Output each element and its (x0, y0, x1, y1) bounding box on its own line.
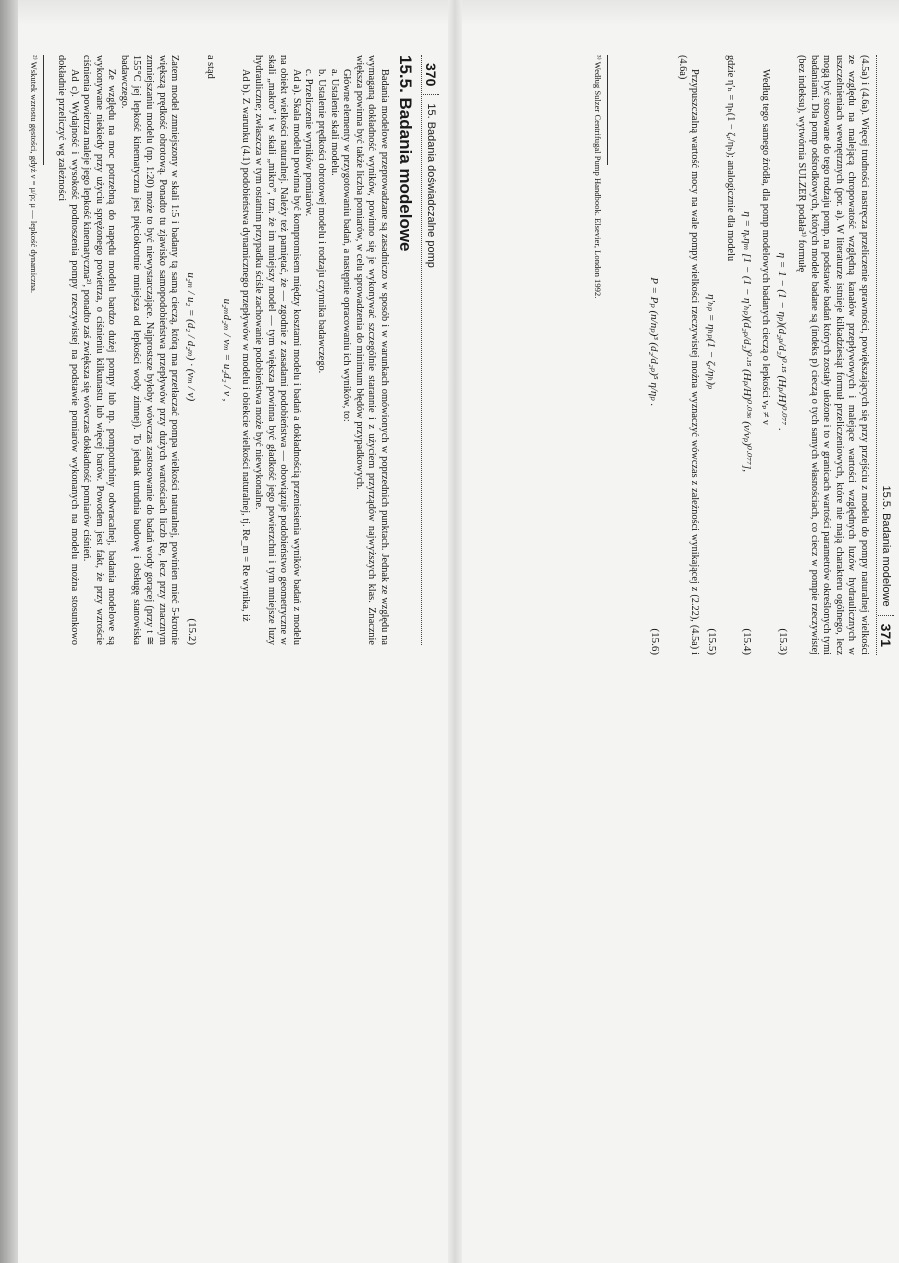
paragraph: Zatem model zmniejszony w skali 1:5 i badany tą samą cieczą, którą ma przetłaczać pompa wielkości naturalnej, powinien mieć 5-krotnie większą prędkość obrotową. Ponadto tu zjawisko samopodobieństwa przepływów przy dużych wartościach liczb Re, lecz przy znacznym zmniejszaniu modelu (np. 1:20) może to być niewystarczające. Najprostsze byłoby wówczas zastosowanie do badań wody gorącej (przy t ≅ 155°C jej lepkość kinematyczna jest pięciokrotnie mniejsza od lepkości wody zimnej). To jednak utrudnia budowę i obsługę stanowiska badawczego. (118, 55, 181, 645)
paragraph: (4.5a) i (4.6a). Więcej trudności nastręcza przeliczenie sprawności, powiększających się przy przejściu z modelu do pompy naturalnej wielkości ze względu na malejącą chropowatość względną kanałów przepływowych i malejące wartości względnych luzów hydraulicznych w uszczelnieniach wewnętrznych (por. a). W literaturze istnieje kilkadziesiąt formuł przeliczeniowych, które nie mają charakteru ogólnego, lecz mogą być stosowane do tego rodzaju pomp, na podstawie badań których zostały ułożone i to w granicach wartości parametrów określonych tymi badaniami. Dla pomp odśrodkowych, których modele badane są (indeks p) cieczą o tych samych własnościach, co ciecz w pompie rzeczywistej (bez indeksu), wytwórnia SULZER podała³⁾ formułę (796, 55, 870, 655)
equation-number: (15.2) (185, 618, 198, 645)
paragraph: a stąd (204, 55, 216, 79)
equation-formula: η = ηᵥηₘ [1 − (1 − η′ₕₚ)(d₂ₚ/d₂)⁰·¹⁵ (Hₚ/H)⁰·⁰³⁶ (ν/νₚ)⁰·⁰⁷⁷], (740, 211, 753, 473)
page-number: 371 (878, 615, 894, 655)
paragraph: gdzie η′ₕ = ηₕ(1 − ζᵣ/ηₕ); analogicznie dla modelu (724, 55, 736, 262)
equation-number: (15.6) (648, 628, 661, 655)
section-title: 15.5. Badania modelowe (396, 55, 415, 252)
page-371 (515, 55, 895, 655)
scan-shadow-left (0, 0, 18, 1263)
paragraph: Ad c). Wydajność i wysokość podnoszenia pompy rzeczywistej na podstawie pomiarów wykonanych na modelu można stosunkowo dokładnie przeliczyć wg zależności (55, 55, 80, 645)
equation (185, 55, 198, 645)
equation-formula: η = 1 − (1 − ηₚ)(d₂ₚ/d₂)⁰·¹⁵ (Hₚ/H)⁰·⁰⁷⁷ . (776, 252, 789, 431)
equation (705, 55, 718, 655)
equation-formula: P = Pₚ (n/nₚ)³ (d₂/d₂ₚ)⁵ η/ηₚ . (648, 277, 661, 407)
list-item: c. Przeliczenie wyników pomiarów. (303, 69, 315, 217)
paragraph: Badania modelowe przeprowadzane są zasadniczo w sposób i w warunkach omówionych w poprzednich punktach. Jednak ze względu na wymaganą dokładność wyników, powinno się je wykonywać szczególnie starannie i z użyciem przyrządów najwyższych klas. Znacznie większa powinna być także liczba pomiarów, w celu sprowadzenia do minimum błędów przypadkowych. (353, 55, 390, 645)
running-header (421, 55, 440, 645)
elements-list (302, 55, 340, 645)
running-header-text: 15. Badania doświadczalne pomp (425, 103, 437, 268)
equation (221, 55, 234, 645)
equation-number: (15.3) (776, 628, 789, 655)
footnote: ³⁾ Według Sulzer Centrifugal Pump Handbook. Elsevier, London 1992. (593, 55, 604, 299)
footnote-rule (607, 55, 608, 165)
running-header-text: 15.5. Badania modelowe (880, 485, 892, 607)
paragraph: Ze względu na moc potrzebną do napędu modelu bardzo dużej pompy lub np. pompoturbiny odwracalnej, badania modelowe są wykonywane niekiedy przy użyciu sprężonego powietrza, o ciśnieniu kilkunastu lub więcej barów. Powodem jest fakt, że przy wzroście ciśnienia powietrza maleje jego lepkość kinematyczna²⁾, ponadto zaś zwiększa się wówczas dokładność pomiarów ciśnień. (81, 55, 118, 645)
equation-number: (15.4) (741, 628, 754, 655)
equation-formula: η′ₕₚ = ηₕₚ(1 − ζᵣ/ηₕ)ₚ (705, 294, 718, 390)
equation-number: (15.5) (705, 628, 718, 655)
paragraph: Według tego samego źródła, dla pomp modelowych badanych cieczą o lepkości νₚ ≠ ν (760, 69, 772, 425)
page-370 (29, 55, 440, 645)
list-item: b. Ustalenie prędkości obrotowej modelu i rodzaju czynnika badawczego. (316, 69, 328, 374)
equation-formula: u₂ₘ / u₂ = (d₂ / d₂ₘ) · (νₘ / ν) (185, 272, 198, 402)
footnote-rule (43, 55, 44, 165)
equation-formula: u₂ₘd₂ₘ / νₘ = u₂d₂ / ν , (220, 298, 233, 402)
footnote: ²⁾ Wskutek wzrostu gęstości, gdyż ν = μ/ρ; μ — lepkość dynamiczna. (29, 55, 40, 293)
paragraph: Ad b). Z warunku (4.1) podobieństwa dynamicznego przepływów w modelu i obiekcie wielkości naturalnej, tj. Re_m = Re wynika, iż (240, 69, 252, 622)
equation (776, 55, 789, 655)
running-header (876, 55, 895, 655)
paragraph: Główne elementy w przygotowaniu badań, a następnie opracowaniu ich wyników, to: (341, 69, 353, 422)
paragraph: Ad a). Skala modelu powinna być kompromisem między kosztami modelu i badań a dokładnością przeniesienia wyników badań z modelu na obiekt wielkości naturalnej. Należy też pamiętać, że — zgodnie z zasadami podobieństwa — obowiązuje podobieństwo geometryczne w skali „makro” i w skali „mikro”, tzn. że im mniejszy model — tym większa powinna być gładkość jego powierzchni i tym mniejsze luzy hydrauliczne; zwłaszcza w tym ostatnim przypadku ściśle zachowanie podobieństwa może być niewykonalne. (253, 55, 302, 645)
paragraph: Przypuszczalną wartość mocy na wale pompy wielkości rzeczywistej można wyznaczyć wówczas z zależności wynikającej z (2.22), (4.5a) i (4.6a) (676, 55, 701, 655)
equation (741, 55, 754, 655)
book-gutter (448, 0, 462, 1263)
list-item: a. Ustalenie skali modelu. (328, 69, 340, 176)
page-number: 370 (423, 55, 439, 95)
equation (648, 55, 661, 655)
